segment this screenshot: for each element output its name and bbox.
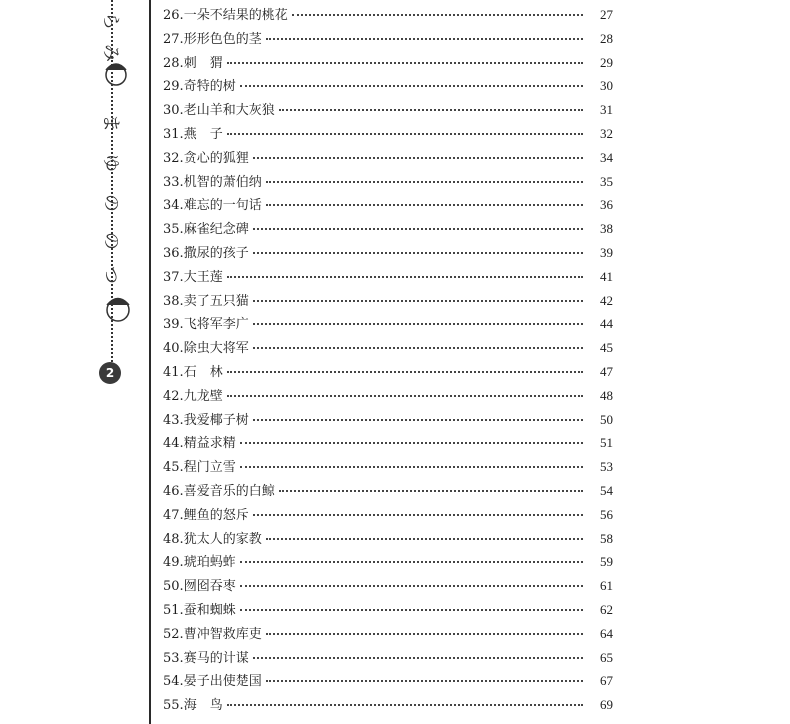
toc-entry-page: 50 — [600, 411, 613, 427]
toc-entry[interactable] — [163, 290, 613, 310]
margin-glyph: の — [100, 232, 121, 250]
toc-entry-number: 34. — [163, 198, 184, 214]
toc-entry[interactable] — [163, 623, 613, 643]
toc-entry-page: 48 — [600, 387, 613, 403]
toc-entry-number: 48. — [163, 531, 184, 547]
toc-entry-title: 蚕和蜘蛛 — [183, 603, 236, 618]
toc-entry-title: 奇特的树 — [183, 79, 236, 95]
toc-entry-title: 鲤鱼的怒斥 — [183, 507, 249, 523]
toc-entry-title: 大王莲 — [183, 269, 223, 285]
toc-entry-title: 海 鸟 — [183, 698, 223, 714]
toc-entry-page: 36 — [600, 197, 613, 213]
toc-entry-number: 52. — [163, 626, 184, 642]
toc-entry-number: 43. — [163, 412, 184, 428]
toc-entry-number: 42. — [163, 388, 184, 404]
toc-entry[interactable] — [163, 409, 613, 429]
toc-entry-title: 难忘的一句话 — [183, 198, 262, 214]
dot-leader — [253, 157, 583, 159]
toc-entry-page: 53 — [600, 459, 613, 475]
toc-entry-number: 55. — [163, 698, 184, 714]
toc-entry[interactable] — [163, 4, 613, 24]
toc-entry-page: 62 — [600, 602, 613, 617]
margin-glyph: ゆ — [100, 154, 121, 172]
toc-entry-number: 26. — [163, 8, 184, 23]
toc-entry[interactable] — [163, 99, 613, 119]
margin-glyph: ま — [100, 114, 121, 132]
toc-entry-number: 54. — [163, 674, 184, 690]
toc-entry-title: 卖了五只猫 — [183, 293, 249, 309]
dot-leader — [240, 609, 583, 611]
dot-leader — [227, 395, 583, 397]
toc-entry[interactable] — [163, 432, 613, 452]
toc-entry-title: 形形色色的茎 — [183, 31, 262, 47]
toc-entry-number: 39. — [163, 317, 184, 333]
toc-entry-page: 38 — [600, 221, 613, 237]
toc-entry-page: 54 — [600, 483, 613, 498]
dot-leader — [253, 300, 583, 302]
toc-entry-page: 67 — [600, 673, 613, 689]
toc-entry-number: 30. — [163, 103, 184, 119]
toc-entry-number: 37. — [163, 269, 184, 285]
dot-leader — [279, 109, 583, 111]
toc-entry[interactable] — [163, 75, 613, 95]
toc-entry-page: 35 — [600, 173, 613, 189]
toc-entry-number: 40. — [163, 341, 184, 357]
toc-entry-page: 41 — [600, 268, 613, 284]
toc-entry[interactable] — [163, 266, 613, 286]
toc-entry-number: 36. — [163, 246, 184, 261]
dot-leader — [266, 38, 583, 40]
toc-entry-page: 42 — [600, 292, 613, 308]
toc-entry[interactable] — [163, 313, 613, 333]
dot-leader — [227, 276, 583, 278]
margin-glyph: つ — [100, 266, 121, 284]
dot-leader — [227, 62, 583, 64]
dot-leader — [266, 680, 583, 682]
toc-entry-number: 45. — [163, 460, 184, 476]
dot-leader — [266, 633, 583, 635]
toc-entry-page: 34 — [600, 149, 613, 165]
toc-entry-number: 28. — [163, 55, 184, 71]
dot-leader — [253, 657, 583, 659]
toc-entry[interactable] — [163, 647, 613, 667]
dot-leader — [240, 585, 583, 587]
toc-entry-number: 29. — [163, 79, 184, 95]
dot-leader — [253, 228, 583, 230]
toc-entry-title: 刺 猬 — [183, 55, 223, 71]
toc-entry-title: 石 林 — [183, 365, 223, 380]
toc-entry[interactable] — [163, 504, 613, 524]
margin-glyph: ら — [100, 12, 121, 30]
toc-entry[interactable] — [163, 337, 613, 357]
toc-entry-title: 琥珀蚂蚱 — [183, 555, 236, 571]
toc-entry-number: 31. — [163, 127, 184, 142]
toc-entry-title: 除虫大将军 — [183, 341, 249, 357]
toc-entry-title: 撒尿的孩子 — [183, 246, 249, 261]
toc-entry[interactable] — [163, 385, 613, 405]
toc-entry-page: 30 — [600, 78, 613, 94]
toc-entry-number: 33. — [163, 174, 184, 190]
dot-leader — [253, 252, 583, 254]
dot-leader — [253, 419, 583, 421]
toc-entry-page: 47 — [600, 364, 613, 379]
toc-entry-page: 65 — [600, 649, 613, 665]
toc-entry-number: 51. — [163, 603, 184, 618]
toc-entry-number: 44. — [163, 436, 184, 452]
toc-entry-page: 64 — [600, 625, 613, 641]
dot-leader — [240, 442, 583, 444]
toc-entry-number: 53. — [163, 650, 184, 666]
toc-entry-page: 58 — [600, 530, 613, 546]
toc-entry-title: 赛马的计谋 — [183, 650, 249, 666]
toc-entry[interactable] — [163, 599, 613, 619]
toc-entry-title: 晏子出使楚国 — [183, 674, 262, 690]
toc-entry-title: 麻雀纪念碑 — [183, 222, 249, 238]
toc-entry[interactable] — [163, 694, 613, 714]
toc-entry[interactable] — [163, 147, 613, 167]
margin-decoration — [88, 0, 143, 724]
toc-entry[interactable] — [163, 575, 613, 595]
toc-entry-number: 41. — [163, 365, 184, 380]
dot-leader — [266, 538, 583, 540]
toc-entry-number: 38. — [163, 293, 184, 309]
toc-entry-title: 老山羊和大灰狼 — [183, 103, 275, 119]
toc-entry[interactable] — [163, 194, 613, 214]
toc-entry-page: 32 — [600, 126, 613, 141]
dot-leader — [253, 347, 583, 349]
dot-leader — [253, 323, 583, 325]
toc-entry[interactable] — [163, 218, 613, 238]
toc-entry[interactable] — [163, 670, 613, 690]
toc-entry-page: 39 — [600, 245, 613, 260]
toc-entry-number: 27. — [163, 31, 184, 47]
toc-entry[interactable] — [163, 123, 613, 143]
toc-entry-number: 50. — [163, 579, 184, 595]
toc-entry-number: 47. — [163, 507, 184, 523]
toc-entry[interactable] — [163, 456, 613, 476]
toc-entry-number: 32. — [163, 150, 184, 166]
toc-entry-title: 程门立雪 — [183, 460, 236, 476]
toc-entry[interactable] — [163, 171, 613, 191]
toc-entry[interactable] — [163, 551, 613, 571]
margin-rule — [149, 0, 151, 724]
toc-entry-title: 精益求精 — [183, 436, 236, 452]
dot-leader — [279, 490, 583, 492]
toc-entry-title: 曹冲智救库吏 — [183, 626, 262, 642]
toc-entry-title: 燕 子 — [183, 127, 223, 142]
toc-entry-title: 机智的萧伯纳 — [183, 174, 262, 190]
toc-entry[interactable] — [163, 242, 613, 262]
toc-entry-page: 45 — [600, 340, 613, 356]
toc-entry[interactable] — [163, 480, 613, 500]
dot-leader — [253, 514, 583, 516]
toc-entry-title: 飞将军李广 — [183, 317, 249, 333]
page-number-badge: 2 — [99, 362, 121, 384]
toc-entry[interactable] — [163, 361, 613, 381]
toc-entry[interactable] — [163, 28, 613, 48]
toc-entry-page: 59 — [600, 554, 613, 570]
toc-entry-page: 31 — [600, 102, 613, 118]
toc-entry-page: 28 — [600, 30, 613, 46]
margin-glyph: の — [100, 194, 121, 212]
toc-entry-title: 囫囵吞枣 — [183, 579, 236, 595]
toc-entry-number: 46. — [163, 484, 184, 499]
dot-leader — [227, 704, 583, 706]
toc-entry-title: 喜爱音乐的白鲸 — [183, 484, 275, 499]
dot-leader — [240, 561, 583, 563]
dot-leader — [227, 133, 583, 135]
dot-leader — [240, 85, 583, 87]
margin-glyph: み — [100, 44, 121, 62]
dot-leader — [266, 181, 583, 183]
toc-entry-title: 贪心的狐狸 — [183, 150, 249, 166]
toc-entry[interactable] — [163, 528, 613, 548]
toc-entry-title: 犹太人的家教 — [183, 531, 262, 547]
toc-entry-title: 我爱椰子树 — [183, 412, 249, 428]
toc-entry-page: 29 — [600, 54, 613, 70]
toc-entry-page: 51 — [600, 435, 613, 451]
dot-leader — [292, 14, 583, 16]
toc-entry-number: 35. — [163, 222, 184, 238]
dot-leader — [240, 466, 583, 468]
dot-leader — [227, 371, 583, 373]
toc-entry-title: 一朵不结果的桃花 — [183, 8, 288, 23]
toc-entry-page: 56 — [600, 506, 613, 522]
toc-entry-title: 九龙壁 — [183, 388, 223, 404]
toc-entry-page: 44 — [600, 316, 613, 332]
dot-leader — [266, 204, 583, 206]
toc-entry-page: 69 — [600, 697, 613, 713]
toc-entry-page: 61 — [600, 578, 613, 594]
toc-entry[interactable] — [163, 52, 613, 72]
toc-entry-page: 27 — [600, 7, 613, 22]
toc-entry-number: 49. — [163, 555, 184, 571]
